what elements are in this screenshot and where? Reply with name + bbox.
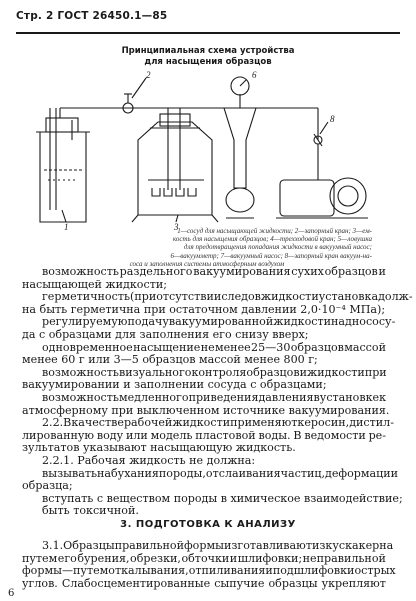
shutoff-valve-2 bbox=[123, 94, 133, 113]
caption-line: 6—вакуумметр; 7—вакуумный насос; 8—запорный кран вакуум-на- bbox=[170, 251, 372, 260]
text-line: вакуумировании и заполнении сосуда с образцами; bbox=[22, 378, 327, 392]
text-line: образца; bbox=[22, 479, 73, 493]
text-line: насыщающей жидкости; bbox=[22, 277, 167, 291]
caption-line: соса и заполнения системы атмосферным воздухом bbox=[129, 259, 285, 268]
caption-line: для предотвращения попадания жидкости в вакуумный насос; bbox=[183, 243, 372, 252]
text-line: менее 60 г или 3—5 образцов массой менее 800 г; bbox=[22, 353, 318, 367]
text-line: формы — путем откалывания, отпиливания и подшлифовки острых bbox=[22, 564, 396, 578]
trap bbox=[224, 108, 256, 218]
text-line: да с образцами для заполнения его снизу вверх; bbox=[22, 327, 309, 341]
text-line: вступать с веществом породы в химическое взаимодействие; bbox=[42, 491, 403, 505]
text-line: зультатов указывают насыщающую жидкость. bbox=[22, 441, 296, 455]
saturation-device-diagram bbox=[28, 70, 388, 230]
header-rule bbox=[16, 32, 400, 34]
text-line: на быть герметична при остаточном давлении 2,0·10⁻⁴ МПа); bbox=[22, 302, 386, 316]
figure-title-line-2: для насыщения образцов bbox=[144, 57, 272, 67]
vacuum-pump bbox=[276, 170, 368, 218]
text-line: быть токсичной. bbox=[42, 504, 139, 518]
page-number: 6 bbox=[8, 588, 15, 599]
label-1: 1 bbox=[64, 222, 69, 230]
text-line: углов. Слабосцементированные сыпучие образцы укрепляют bbox=[22, 576, 386, 590]
text-line: возможность визуального контроля образцов и жидкости при bbox=[42, 365, 387, 379]
section-title: 3. ПОДГОТОВКА К АНАЛИЗУ bbox=[120, 519, 296, 530]
text-line: одновременное насыщение не менее 25—30 образцов массой bbox=[42, 340, 386, 354]
page-header bbox=[16, 10, 400, 40]
text-line: герметичность (при отсутствии следов жидкости установка долж- bbox=[42, 290, 413, 304]
text-line: атмосферному при выключенном источнике вакуумирования. bbox=[22, 403, 390, 417]
text-line: возможность медленного приведения давления в установке к bbox=[42, 390, 387, 404]
label-6: 6 bbox=[252, 70, 257, 80]
figure-caption bbox=[42, 227, 372, 268]
text-line: 3.1. Образцы правильной формы изготавливают из куска керна bbox=[42, 539, 394, 552]
label-3: 3 bbox=[174, 222, 179, 230]
sample-container bbox=[132, 108, 218, 222]
header-text: Стр. 2 ГОСТ 26450.1—85 bbox=[16, 10, 168, 22]
text-line: лированную воду или модель пластовой воды. В ведомости ре- bbox=[22, 428, 386, 442]
text-line: регулируемую подачу вакуумированной жидкости на дно сосу- bbox=[42, 315, 396, 329]
caption-line: кость для насыщения образцов; 4—трехходовой кран; 5—ловушка bbox=[172, 235, 372, 244]
label-2: 2 bbox=[146, 70, 151, 80]
text-line: вызывать набухания породы, отслаивания частиц, деформации bbox=[42, 466, 399, 480]
caption-line: 1—сосуд для насыщающей жидкости; 2—запорный кран; 3—ем- bbox=[177, 227, 372, 235]
liquid-vessel bbox=[36, 108, 90, 222]
text-line: 2.2. В качестве рабочей жидкости применяют керосин, дистил- bbox=[42, 416, 394, 430]
text-line: путем его бурения, обрезки, обточки и шлифовки; неправильной bbox=[22, 551, 386, 565]
label-8: 8 bbox=[330, 114, 335, 124]
vacuum-gauge bbox=[231, 77, 249, 108]
figure-title-line-1: Принципиальная схема устройства bbox=[121, 46, 295, 56]
body-text-section-3 bbox=[22, 539, 396, 590]
body-text bbox=[22, 265, 413, 518]
text-line: возможность раздельного вакуумирования сухих образцов и bbox=[42, 265, 386, 278]
text-line: 2.2.1. Рабочая жидкость не должна: bbox=[42, 453, 256, 467]
